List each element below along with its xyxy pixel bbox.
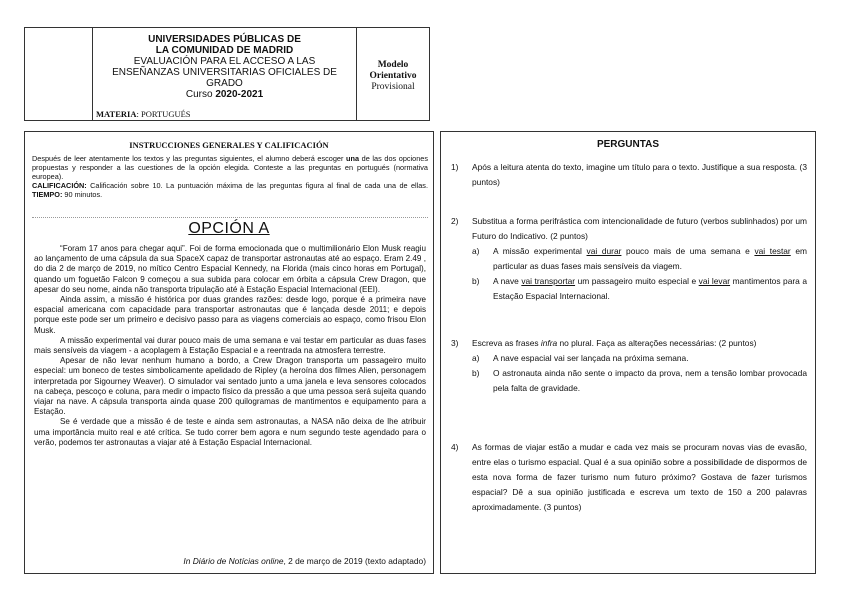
question-number: 3) bbox=[451, 338, 459, 348]
article-paragraph: Ainda assim, a missão é histórica por duas grandes razões: desde logo, porque é a primeira nave espacial americana com capacidade para transportar astronautas que é lançada desde 2011; e depois porque este pode ser um primeiro e decisivo passo para as viagens comerciais ao espaço, como frisou Elon Musk. bbox=[34, 295, 426, 335]
question-3b bbox=[472, 366, 807, 396]
sub-label: a) bbox=[472, 246, 480, 256]
sub-text: O astronauta ainda não sente o impacto da prova, nem a tensão lombar provocada pela falta de gravidade. bbox=[493, 368, 807, 393]
tiempo-text: 90 minutos. bbox=[62, 190, 103, 199]
sub-label: a) bbox=[472, 353, 480, 363]
source-italic: In Diário de Notícias online bbox=[183, 556, 284, 566]
instructions-text bbox=[32, 154, 428, 199]
question-3 bbox=[451, 336, 807, 396]
article-paragraph: Se é verdade que a missão é de teste e ainda sem astronautas, a NASA não deixa de lhe atribuir uma importância muito real e até crítica. Se tudo correr bem agora e num segundo teste agendado para o verão, podemos ter astronautas a viajar até à Estação Espacial Internacional. bbox=[34, 417, 426, 447]
eval-line1: EVALUACIÓN PARA EL ACCESO A LAS bbox=[133, 56, 316, 67]
article-paragraph: A missão experimental vai durar pouco mais de uma semana e vai testar em particular as duas fases mais sensíveis da viagem - a acoplagem à Estação Espacial e a reentrada na atmosfera terrestre. bbox=[34, 335, 426, 356]
sub-text: A nave bbox=[493, 276, 522, 286]
question-2 bbox=[451, 214, 807, 304]
materia-label: MATERIA bbox=[96, 109, 137, 119]
modelo-line2: Orientativo bbox=[369, 71, 417, 81]
eval-line2: ENSEÑANZAS UNIVERSITARIAS OFICIALES DE bbox=[112, 67, 337, 78]
questions-panel bbox=[440, 131, 816, 574]
question-2b bbox=[472, 274, 807, 304]
article-text bbox=[34, 244, 426, 448]
curso-line bbox=[93, 89, 356, 100]
question-4 bbox=[451, 440, 807, 515]
materia-value: PORTUGUÉS bbox=[140, 109, 191, 119]
modelo-line1: Modelo bbox=[377, 60, 409, 70]
instructions-title: INSTRUCCIONES GENERALES Y CALIFICACIÓN bbox=[129, 140, 329, 150]
instructions-and-text-panel bbox=[24, 131, 434, 574]
sub-text: A missão experimental bbox=[493, 246, 587, 256]
question-text: As formas de viajar estão a mudar e cada vez mais se procuram novas vias de evasão, entre elas o turismo espacial. Qual é a sua opinião sobre a possibilidade de dispormos de esta nova forma de fazer turismo num futuro próximo? Gostava de fazer turismos espacial? Dê a sua opinião justificada e escreva um texto de 150 a 200 palavras aproximadamente. (3 puntos) bbox=[472, 442, 807, 512]
question-2a bbox=[472, 244, 807, 274]
question-text bbox=[472, 336, 807, 351]
question-text: Após a leitura atenta do texto, imagine um título para o texto. Justifique a sua resposta. (3 puntos) bbox=[472, 162, 807, 187]
underlined-verb: vai durar bbox=[586, 246, 622, 256]
questions-title: PERGUNTAS bbox=[596, 139, 660, 150]
sub-text: mantimentos para a Estação Espacial Internacional. bbox=[493, 276, 807, 301]
q3-text-2: no plural. Faça as alterações necessárias: (2 puntos) bbox=[557, 338, 757, 348]
university-line2: LA COMUNIDAD DE MADRID bbox=[155, 45, 294, 56]
question-number: 4) bbox=[451, 442, 459, 452]
sub-label: b) bbox=[472, 368, 480, 378]
question-3a bbox=[472, 351, 807, 366]
tiempo-label: TIEMPO: bbox=[32, 190, 63, 199]
exam-header bbox=[24, 27, 430, 121]
question-number: 1) bbox=[451, 162, 459, 172]
underlined-verb: vai testar bbox=[754, 246, 791, 256]
underlined-verb: vai levar bbox=[698, 276, 731, 286]
eval-line3: GRADO bbox=[206, 78, 243, 89]
modelo-line3: Provisional bbox=[371, 82, 415, 92]
instructions-p1-a: Después de leer atentamente los textos y las preguntas siguientes, el alumno deberá escoger bbox=[32, 154, 347, 163]
instructions-p1-bold: una bbox=[346, 154, 360, 163]
materia-line: MATERIA: PORTUGUÉS bbox=[96, 109, 191, 119]
university-line1: UNIVERSIDADES PÚBLICAS DE bbox=[148, 34, 301, 45]
header-title-cell bbox=[93, 28, 357, 120]
option-title: OPCIÓN A bbox=[188, 220, 270, 237]
section-divider bbox=[32, 217, 428, 218]
question-text: Substitua a forma perifrástica com intencionalidade de futuro (verbos sublinhados) por um Futuro do Indicativo. (2 puntos) bbox=[472, 216, 807, 241]
sub-label: b) bbox=[472, 276, 480, 286]
q3-text-italic: infra bbox=[540, 338, 558, 348]
article-paragraph: Apesar de não levar nenhum humano a bordo, a Crew Dragon transporta um passageiro muito especial: um boneco de testes simbolicamente apelidado de Ripley (a heroína dos filmes Alien, personagem interpretada por Sigourney Weaver). O simulador vai sentado junto a uma janela e leva sensores colocados na cabeça, pescoço e coluna, para medir o impacto físico da pressão a que uma pessoa será sujeita quando viajar na nave. A cápsula transporta ainda quase 200 quilogramas de mantimentos e equipamento para a Estação. bbox=[34, 356, 426, 417]
question-1 bbox=[451, 160, 807, 190]
calificacion-label: CALIFICACIÓN: bbox=[32, 181, 87, 190]
q3-text-1: Escreva as frases bbox=[472, 338, 541, 348]
sub-text: A nave espacial vai ser lançada na próxima semana. bbox=[493, 353, 689, 363]
header-model-cell bbox=[357, 28, 429, 120]
curso-value: 2020-2021 bbox=[215, 89, 264, 100]
underlined-verb: vai transportar bbox=[521, 276, 576, 286]
header-logo-cell bbox=[25, 28, 93, 120]
article-paragraph: “Foram 17 anos para chegar aqui”. Foi de forma emocionada que o multimilionário Elon Musk reagiu ao lançamento de uma cápsula da sua SpaceX capaz de transportar astronautas até ao espaço. Eram 2.49 , do dia 2 de março de 2019, no mítico Centro Espacial Kennedy, na Florida (mais cinco horas em Portugal), quando um foguetão Falcon 9 começou a sua subida para colocar em órbita a cápsula Crew Dragon, que apesar do seu nome, ainda não transporta tripulação até à Estação Espacial Internacional (EEI). bbox=[34, 244, 426, 294]
instructions-p1-b: de las dos opciones propuestas y responder a las cuestiones de la opción elegida. Conteste a las preguntas en portugués (normativa europea). bbox=[32, 154, 428, 181]
calificacion-text: Calificación sobre 10. La puntuación máxima de las preguntas figura al final de cada una de ellas. bbox=[86, 181, 428, 190]
sub-text: pouco mais de uma semana e bbox=[621, 246, 755, 256]
curso-label: Curso bbox=[185, 89, 213, 100]
source-rest: , 2 de março de 2019 (texto adaptado) bbox=[283, 556, 426, 566]
sub-text: em particular as duas fases mais sensíveis da viagem. bbox=[493, 246, 808, 271]
question-number: 2) bbox=[451, 216, 459, 226]
article-source bbox=[34, 556, 426, 566]
sub-text: um passageiro muito especial e bbox=[575, 276, 699, 286]
